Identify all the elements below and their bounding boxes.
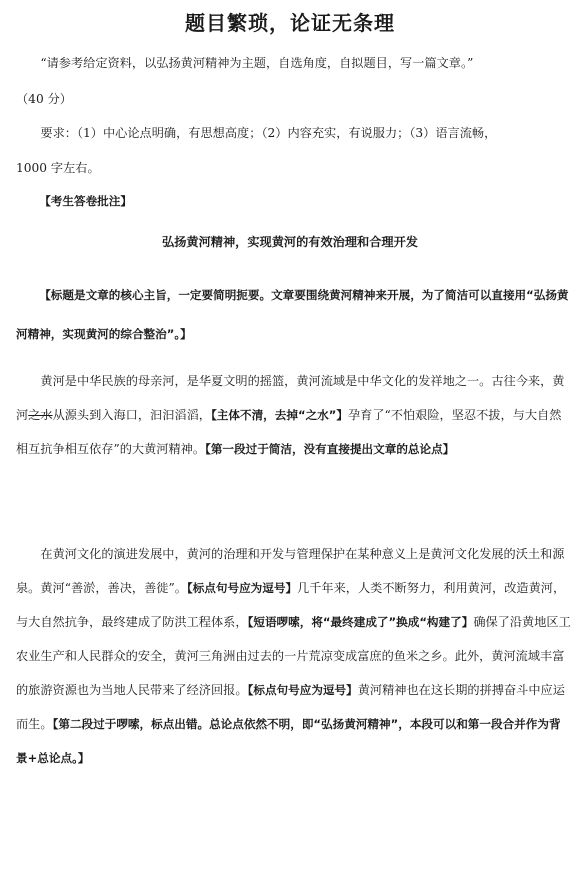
essay-paragraph-1 [16, 364, 572, 466]
annotation-note: 【标点句号应为逗号】 [186, 581, 298, 595]
requirements-line-1: 要求：（1）中心论点明确，有思想高度；（2）内容充实，有说服力；（3）语言流畅， [40, 126, 497, 140]
section-heading: 【考生答卷批注】 [39, 194, 132, 208]
annotation-note: 【短语啰嗦，将“最终建成了”换成“构建了】 [247, 615, 474, 629]
prompt-score: （40 分） [16, 92, 72, 106]
paragraph-text: 孕育了“不怕艰险，坚忍不拔，与大自然相互抗争相互依存”的大黄河精神。 [16, 408, 562, 456]
paragraph-text: 在黄河文化的演进发展中，黄河的治理和开发与管理保护在某种意义上是黄河文化发展的沃土和源泉。黄河“善淤，善决，善徙”。 [16, 547, 565, 595]
paragraph-text: 黄河精神也在这长期的拼搏奋斗中应运而生。 [16, 683, 565, 731]
paragraph-text: 确保了沿黄地区工农业生产和人民群众的安全，黄河三角洲由过去的一片荒凉变成富庶的鱼米之乡。此外，黄河流域丰富的旅游资源也为当地人民带来了经济回报。 [16, 615, 571, 697]
essay-title: 弘扬黄河精神，实现黄河的有效治理和合理开发 [162, 235, 418, 249]
page-title: 题目繁琐，论证无条理 [185, 11, 395, 35]
annotation-note: 【第二段过于啰嗦，标点出错。总论点依然不明，即“弘扬黄河精神”，本段可以和第一段合并作为背景+总论点。】 [16, 717, 561, 765]
essay-paragraph-2 [16, 537, 572, 775]
struck-text: 之水 [28, 408, 53, 422]
paragraph-text: 从源头到入海口，汩汩滔滔， [52, 408, 211, 422]
annotation-note: 【主体不清，去掉“之水”】 [211, 408, 348, 422]
paragraph-text: 几千年来，人类不断努力，利用黄河，改造黄河，与大自然抗争，最终建成了防洪工程体系， [16, 581, 566, 629]
paragraph-text: 黄河是中华民族的母亲河，是华夏文明的摇篮，黄河流域是中华文化的发祥地之一。古往今来，黄河 [16, 374, 565, 422]
requirements-line-2: 1000 字左右。 [16, 161, 100, 175]
prompt-quote: “请参考给定资料，以弘扬黄河精神为主题，自选角度，自拟题目，写一篇文章。” [40, 56, 474, 70]
annotation-note: 【标点句号应为逗号】 [247, 683, 358, 697]
annotation-note: 【第一段过于简洁，没有直接提出文章的总论点】 [205, 442, 455, 456]
annotation-title: 【标题是文章的核心主旨，一定要简明扼要。文章要围绕黄河精神来开展，为了简洁可以直接用“弘扬黄河精神，实现黄河的综合整治”。】 [16, 288, 569, 341]
